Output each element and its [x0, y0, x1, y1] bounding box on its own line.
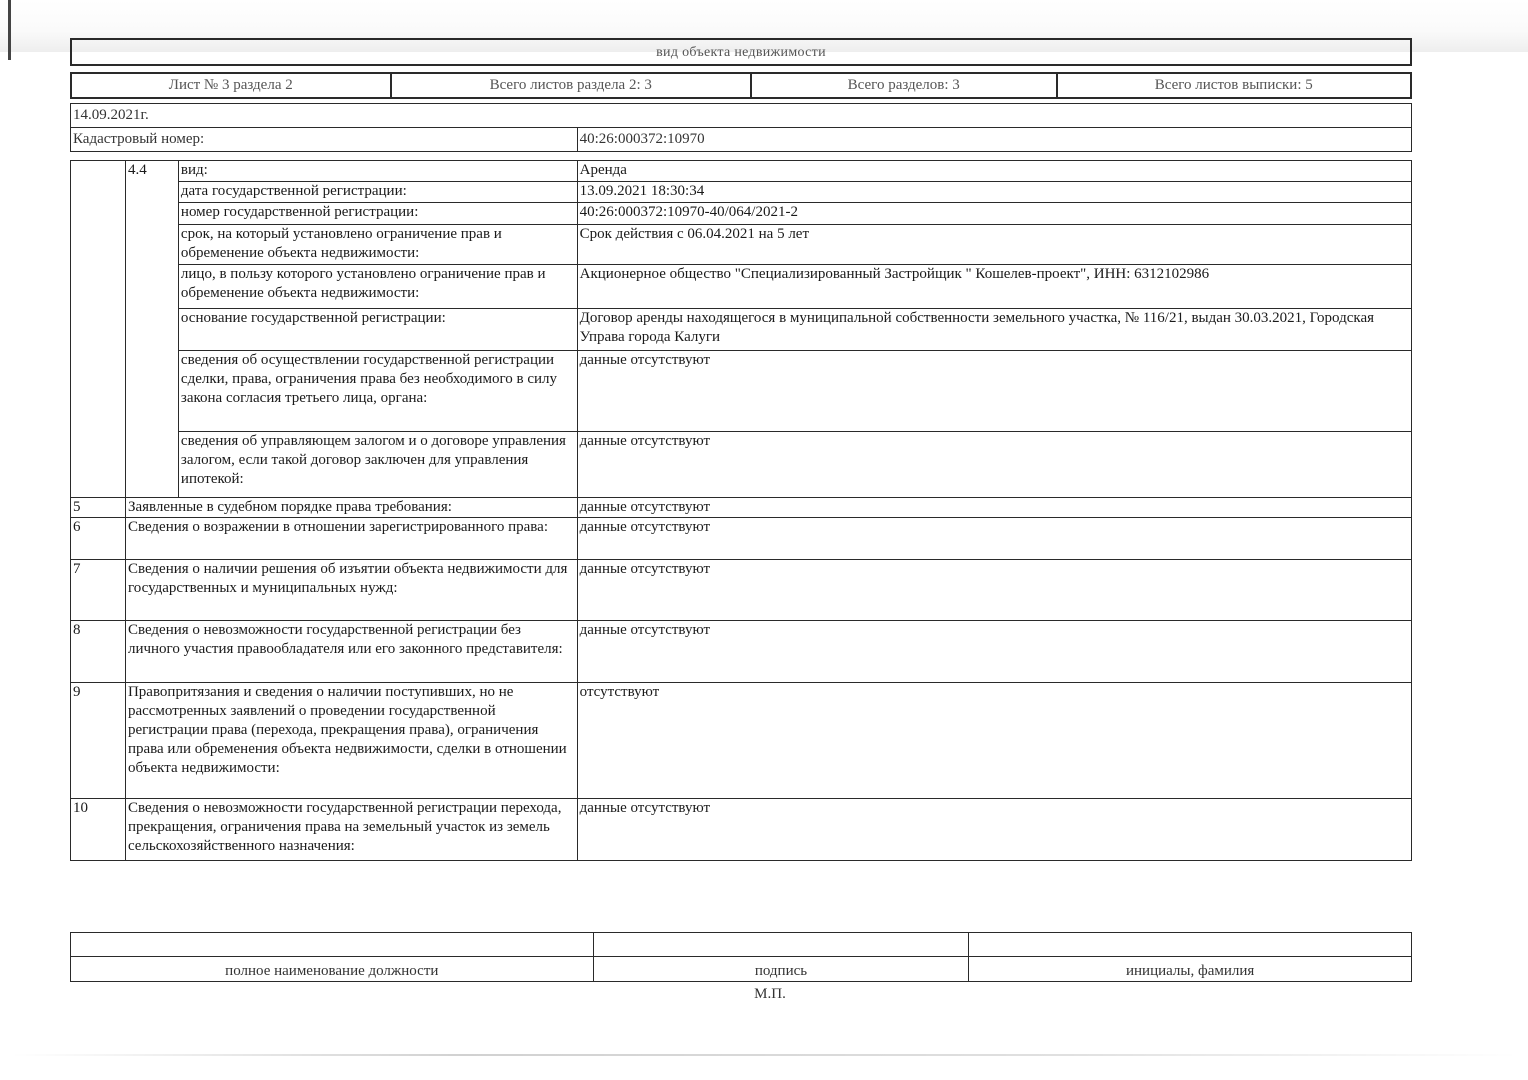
stamp-place: М.П. — [754, 986, 786, 1002]
cadastral-label: Кадастровый номер: — [71, 128, 578, 152]
field-label: основание государственной регистрации: — [178, 309, 577, 351]
total-sections: Всего разделов: 3 — [751, 73, 1057, 98]
total-sheets-section: Всего листов раздела 2: 3 — [391, 73, 751, 98]
section-number: 9 — [71, 683, 126, 799]
field-label: номер государственной регистрации: — [178, 203, 577, 225]
signature-blank — [593, 933, 969, 957]
blank-number-cell — [71, 161, 126, 498]
field-value: Срок действия с 06.04.2021 на 5 лет — [577, 225, 1411, 265]
scan-edge — [8, 0, 11, 60]
field-label: сведения об управляющем залогом и о договоре управления залогом, если такой договор заключен для управления ипотекой: — [178, 432, 577, 498]
field-label: вид: — [178, 161, 577, 182]
section-label: Сведения о невозможности государственной регистрации перехода, прекращения, ограничения права на земельный участок из земель сельскохозяйственного назначения: — [125, 799, 577, 861]
sheet-info-header — [70, 72, 1412, 99]
section-number: 6 — [71, 518, 126, 560]
field-label: дата государственной регистрации: — [178, 182, 577, 203]
signature-caption: подпись — [593, 957, 969, 982]
section-number: 8 — [71, 621, 126, 683]
section-value: данные отсутствуют — [577, 518, 1411, 560]
section-number: 5 — [71, 498, 126, 518]
field-value: Аренда — [577, 161, 1411, 182]
extract-date: 14.09.2021г. — [71, 104, 1412, 128]
field-value: 40:26:000372:10970-40/064/2021-2 — [577, 203, 1411, 225]
field-label: лицо, в пользу которого установлено ограничение прав и обременение объекта недвижимости: — [178, 265, 577, 309]
section-value: данные отсутствуют — [577, 560, 1411, 621]
section-number: 7 — [71, 560, 126, 621]
section-label: Сведения о невозможности государственной регистрации без личного участия правообладателя или его законного представителя: — [125, 621, 577, 683]
position-caption: полное наименование должности — [71, 957, 594, 982]
field-value: Договор аренды находящегося в муниципальной собственности земельного участка, № 116/21, выдан 30.03.2021, Городская Управа города Калуги — [577, 309, 1411, 351]
scan-artifact-line — [10, 1054, 1520, 1056]
object-type-title: вид объекта недвижимости — [71, 39, 1411, 65]
field-value: данные отсутствуют — [577, 432, 1411, 498]
field-value: 13.09.2021 18:30:34 — [577, 182, 1411, 203]
field-value: данные отсутствуют — [577, 351, 1411, 432]
field-value: Акционерное общество "Специализированный Застройщик " Кошелев-проект", ИНН: 6312102986 — [577, 265, 1411, 309]
section-value: данные отсутствуют — [577, 621, 1411, 683]
field-label: сведения об осуществлении государственной регистрации сделки, права, ограничения права без необходимого в силу закона согласия третьего лица, органа: — [178, 351, 577, 432]
section-label: Заявленные в судебном порядке права требования: — [125, 498, 577, 518]
field-label: срок, на который установлено ограничение прав и обременение объекта недвижимости: — [178, 225, 577, 265]
cadastral-value: 40:26:000372:10970 — [577, 128, 1411, 152]
name-caption: инициалы, фамилия — [969, 957, 1412, 982]
signature-table — [70, 932, 1412, 982]
section-label: Сведения о наличии решения об изъятии объекта недвижимости для государственных и муниципальных нужд: — [125, 560, 577, 621]
encumbrance-table — [70, 160, 1412, 861]
total-sheets-extract: Всего листов выписки: 5 — [1057, 73, 1411, 98]
object-type-header — [70, 38, 1412, 66]
sheet-number: Лист № 3 раздела 2 — [71, 73, 391, 98]
section-value: отсутствуют — [577, 683, 1411, 799]
name-blank — [969, 933, 1412, 957]
section-label: Сведения о возражении в отношении зарегистрированного права: — [125, 518, 577, 560]
section-value: данные отсутствуют — [577, 498, 1411, 518]
position-blank — [71, 933, 594, 957]
date-cadastral-block — [70, 103, 1412, 152]
encumbrance-number: 4.4 — [125, 161, 178, 498]
section-number: 10 — [71, 799, 126, 861]
section-value: данные отсутствуют — [577, 799, 1411, 861]
section-label: Правопритязания и сведения о наличии поступивших, но не рассмотренных заявлений о проведении государственной регистрации права (перехода, прекращения права), ограничения права или обременения объекта недвижимости, сделки в отношении объекта недвижимости: — [125, 683, 577, 799]
